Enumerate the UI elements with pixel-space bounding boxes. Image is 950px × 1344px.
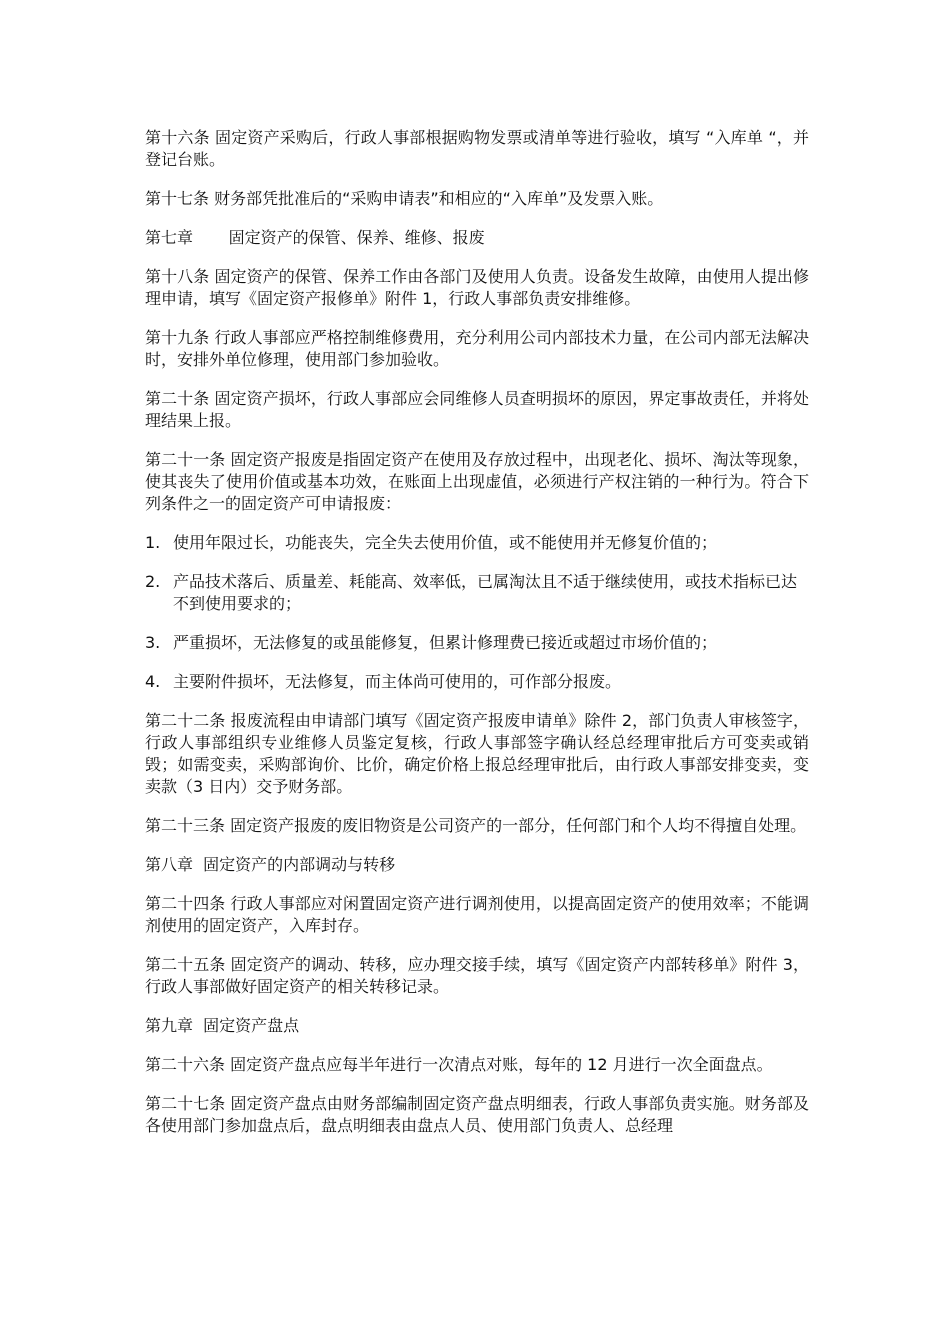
list-text: 严重损坏，无法修复的或虽能修复，但累计修理费已接近或超过市场价值的； (173, 633, 718, 652)
article-20: 第二十条 固定资产损坏，行政人事部应会同维修人员查明损坏的原因，界定事故责任，并将处理结果上报。 (145, 389, 809, 430)
article-23: 第二十三条 固定资产报废的废旧物资是公司资产的一部分，任何部门和个人均不得擅自处理。 (145, 816, 807, 835)
article-25: 第二十五条 固定资产的调动、转移，应办理交接手续，填写《固定资产内部转移单》附件 3，行政人事部做好固定资产的相关转移记录。 (145, 955, 809, 996)
chapter-8-heading: 第八章 固定资产的内部调动与转移 (145, 855, 396, 874)
article-22: 第二十二条 报废流程由申请部门填写《固定资产报废申请单》除件 2，部门负责人审核签字，行政人事部组织专业维修人员鉴定复核，行政人事部签字确认经总经理审批后方可变卖或销毁；如需变卖，采购部询价、比价，确定价格上报总经理审批后，由行政人事部安排变卖，变卖款（3 日内）交予财务部。 (145, 711, 809, 796)
list-number: 2. (145, 572, 161, 591)
article-27: 第二十七条 固定资产盘点由财务部编制固定资产盘点明细表，行政人事部负责实施。财务部及各使用部门参加盘点后，盘点明细表由盘点人员、使用部门负责人、总经理 (145, 1094, 809, 1135)
article-21: 第二十一条 固定资产报废是指固定资产在使用及存放过程中，出现老化、损坏、淘汰等现象，使其丧失了使用价值或基本功效，在账面上出现虚值，必须进行产权注销的一种行为。符合下列条件之一的固定资产可申请报废： (145, 450, 809, 513)
list-text: 主要附件损坏，无法修复，而主体尚可使用的，可作部分报废。 (173, 672, 622, 691)
list-item (145, 532, 809, 554)
article-16: 第十六条 固定资产采购后，行政人事部根据购物发票或清单等进行验收，填写 “入库单 “，并登记台账。 (145, 128, 809, 169)
article-18: 第十八条 固定资产的保管、保养工作由各部门及使用人负责。设备发生故障，由使用人提出修理申请，填写《固定资产报修单》附件 1，行政人事部负责安排维修。 (145, 267, 809, 308)
article-19: 第十九条 行政人事部应严格控制维修费用，充分利用公司内部技术力量，在公司内部无法解决时，安排外单位修理，使用部门参加验收。 (145, 328, 809, 369)
list-item (145, 571, 809, 615)
list-number: 1. (145, 533, 161, 552)
chapter-7-heading: 第七章 固定资产的保管、保养、维修、报废 (145, 228, 485, 247)
document-body (145, 127, 809, 1154)
article-17: 第十七条 财务部凭批准后的“采购申请表”和相应的“入库单”及发票入账。 (145, 189, 664, 208)
list-number: 4. (145, 672, 161, 691)
list-item (145, 632, 809, 654)
chapter-9-heading: 第九章 固定资产盘点 (145, 1016, 300, 1035)
list-item (145, 671, 809, 693)
list-text: 使用年限过长，功能丧失，完全失去使用价值，或不能使用并无修复价值的； (173, 533, 718, 552)
article-26: 第二十六条 固定资产盘点应每半年进行一次清点对账，每年的 12 月进行一次全面盘点。 (145, 1055, 773, 1074)
list-text: 产品技术落后、质量差、耗能高、效率低，已属淘汰且不适于继续使用，或技术指标已达不到使用要求的； (173, 572, 798, 613)
article-24: 第二十四条 行政人事部应对闲置固定资产进行调剂使用，以提高固定资产的使用效率；不能调剂使用的固定资产，入库封存。 (145, 894, 809, 935)
list-number: 3. (145, 633, 161, 652)
